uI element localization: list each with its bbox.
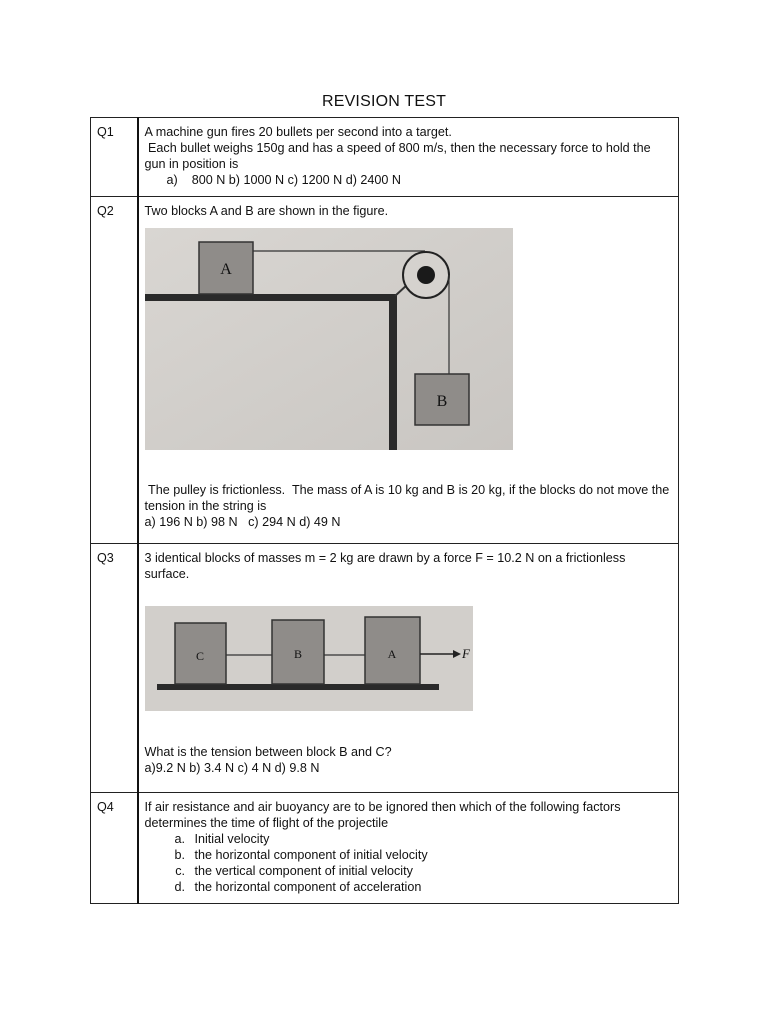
question-body bbox=[138, 544, 679, 793]
block-b-label: B bbox=[436, 393, 447, 410]
answer-options: a)9.2 N b) 3.4 N c) 4 N d) 9.8 N bbox=[144, 761, 320, 775]
question-table bbox=[90, 117, 679, 904]
question-row-4 bbox=[91, 793, 679, 904]
question-body bbox=[138, 793, 679, 904]
table-top bbox=[145, 294, 395, 301]
page-title: REVISION TEST bbox=[321, 93, 447, 110]
answer-option: a. Initial velocity bbox=[189, 831, 671, 847]
answer-options: a) 196 N b) 98 N c) 294 N d) 49 N bbox=[144, 515, 341, 529]
question-text: 3 identical blocks of masses m = 2 kg are drawn by a force F = 10.2 N on a frictionless surface. bbox=[144, 551, 626, 581]
three-blocks-diagram bbox=[145, 606, 473, 711]
question-body bbox=[138, 197, 679, 544]
question-text: If air resistance and air buoyancy are to be ignored then which of the following factors determines the time of flight of the projectile bbox=[144, 800, 621, 830]
answer-options: a) 800 N b) 1000 N c) 1200 N d) 2400 N bbox=[166, 173, 402, 187]
question-text: Two blocks A and B are shown in the figure. bbox=[144, 204, 389, 218]
question-text: What is the tension between block B and C? bbox=[144, 745, 392, 759]
answer-option: b. the horizontal component of initial velocity bbox=[189, 847, 671, 863]
block-b-label: B bbox=[293, 647, 302, 661]
question-body bbox=[138, 118, 679, 197]
table-edge bbox=[389, 294, 397, 450]
pulley-axle bbox=[417, 266, 435, 284]
question-row-3 bbox=[91, 544, 679, 793]
question-row-1 bbox=[91, 118, 679, 197]
question-row-2 bbox=[91, 197, 679, 544]
block-a-label: A bbox=[387, 647, 396, 661]
block-c-label: C bbox=[195, 649, 204, 663]
pulley-diagram bbox=[145, 228, 513, 450]
question-number: Q4 bbox=[91, 793, 138, 904]
force-label: F bbox=[461, 646, 470, 661]
question-number: Q2 bbox=[91, 197, 138, 544]
answer-options bbox=[145, 831, 671, 895]
ground-surface bbox=[157, 684, 439, 690]
block-a-label: A bbox=[219, 261, 232, 278]
question-text: A machine gun fires 20 bullets per second into a target. bbox=[144, 125, 452, 139]
question-number: Q3 bbox=[91, 544, 138, 793]
answer-option: c. the vertical component of initial velocity bbox=[189, 863, 671, 879]
question-text: The pulley is frictionless. The mass of A is 10 kg and B is 20 kg, if the blocks do not move the tension in the string is bbox=[144, 483, 673, 513]
question-text: Each bullet weighs 150g and has a speed of 800 m/s, then the necessary force to hold the gun in position is bbox=[144, 141, 655, 171]
answer-option: d. the horizontal component of acceleration bbox=[189, 879, 671, 895]
question-number: Q1 bbox=[91, 118, 138, 197]
